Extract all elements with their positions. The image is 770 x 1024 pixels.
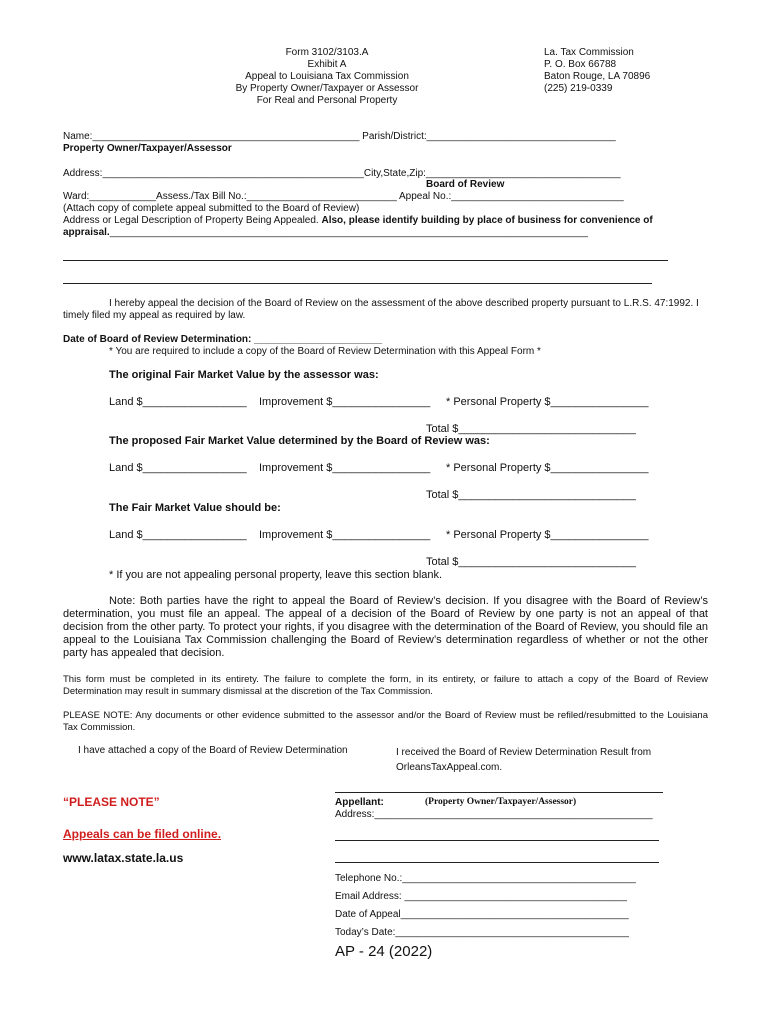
appraisal-blank[interactable]: ______________________________________________________________________________________ xyxy=(109,227,588,238)
address-line: La. Tax Commission xyxy=(544,47,634,58)
appeal-statement: I hereby appeal the decision of the Board of Review on the assessment of the above described property pursuant to L.R.S. 47:1992. I xyxy=(109,298,699,309)
board-of-review-label: Board of Review xyxy=(426,179,505,190)
appellant-sublabel: (Property Owner/Taxpayer/Assessor) xyxy=(425,797,577,807)
attached-copy-statement[interactable]: I have attached a copy of the Board of Review Determination xyxy=(78,745,348,756)
appellant-label: Appellant: xyxy=(335,797,384,808)
proposed-personal-field[interactable]: * Personal Property $________________ xyxy=(446,462,649,474)
address-blank-line[interactable] xyxy=(335,862,659,863)
original-improvement-field[interactable]: Improvement $________________ xyxy=(259,396,431,408)
original-land-field[interactable]: Land $_________________ xyxy=(109,396,247,408)
please-note-paragraph: PLEASE NOTE: Any documents or other evidence submitted to the assessor and/or the Board of Review must be refiled/resubmitted to the Louisiana Tax Commission. xyxy=(63,710,708,733)
determination-date-field[interactable]: Date of Board of Review Determination: _______________________ xyxy=(63,334,383,345)
original-personal-field[interactable]: * Personal Property $________________ xyxy=(446,396,649,408)
description-bold: Also, please identify building by place of business for convenience of xyxy=(321,215,653,226)
original-total-field[interactable]: Total $_____________________________ xyxy=(426,423,636,435)
appraisal-label: appraisal. xyxy=(63,227,110,238)
received-result-statement[interactable] xyxy=(396,745,651,775)
form-header-line: Form 3102/3103.A xyxy=(285,47,369,58)
property-description-line2[interactable] xyxy=(63,227,588,239)
completion-paragraph: This form must be completed in its entirety. The failure to complete the form, in its entirety, or failure to attach a copy of the Board of Review Determination may result in summary dismissal at the discretion of the Tax Commission. xyxy=(63,674,708,697)
proposed-total-field[interactable]: Total $_____________________________ xyxy=(426,489,636,501)
personal-property-note: * If you are not appealing personal property, leave this section blank. xyxy=(109,569,443,581)
commission-address xyxy=(544,47,650,95)
appeal-statement-cont: timely filed my appeal as required by law. xyxy=(63,310,246,321)
should-total-field[interactable]: Total $_____________________________ xyxy=(426,556,636,568)
email-field[interactable]: Email Address: ________________________________________ xyxy=(335,891,627,902)
website-link[interactable]: www.latax.state.la.us xyxy=(63,851,184,865)
attach-note: (Attach copy of complete appeal submitted to the Board of Review) xyxy=(63,203,360,214)
received-line: I received the Board of Review Determination Result from xyxy=(396,747,652,758)
form-code: AP - 24 (2022) xyxy=(335,943,433,960)
owner-label: Property Owner/Taxpayer/Assessor xyxy=(63,143,232,154)
address-field[interactable]: Address:_______________________________________________City,State,Zip:___________________________________ xyxy=(63,168,621,179)
proposed-land-field[interactable]: Land $_________________ xyxy=(109,462,247,474)
address-line: Baton Rouge, LA 70896 xyxy=(544,71,651,82)
form-header-line: Appeal to Louisiana Tax Commission xyxy=(245,71,409,82)
received-line: OrleansTaxAppeal.com. xyxy=(396,762,503,773)
property-description-label xyxy=(63,215,653,227)
should-personal-field[interactable]: * Personal Property $________________ xyxy=(446,529,649,541)
address-line: P. O. Box 66788 xyxy=(544,59,617,70)
description-text: Address or Legal Description of Property Being Appealed. xyxy=(63,215,322,226)
appellant-address-field[interactable]: Address:__________________________________________________ xyxy=(335,809,653,820)
determination-note: * You are required to include a copy of the Board of Review Determination with this Appeal Form * xyxy=(109,346,541,357)
original-value-title: The original Fair Market Value by the assessor was: xyxy=(109,369,379,381)
name-field[interactable]: Name:________________________________________________ Parish/District:__________________________________ xyxy=(63,131,616,142)
proposed-value-title: The proposed Fair Market Value determined by the Board of Review was: xyxy=(109,435,490,447)
description-blank-line[interactable] xyxy=(63,283,652,284)
should-value-title: The Fair Market Value should be: xyxy=(109,502,281,514)
description-blank-line[interactable] xyxy=(63,260,668,261)
address-line: (225) 219-0339 xyxy=(544,83,613,94)
telephone-field[interactable]: Telephone No.:__________________________________________ xyxy=(335,873,636,884)
note-paragraph: Note: Both parties have the right to appeal the Board of Review’s decision. If you disagree with the Board of Review’s determination, you must file an appeal. The appeal of a decision of the Board of Review by one party is not an appeal of that decision from the other party. To protect your rights, if you disagree with the determination of the Board of Review, you should file an appeal to the Louisiana Tax Commission challenging the Board of Review’s determination regardless of whether or not the other party has appealed that decision. xyxy=(63,595,708,659)
address-blank-line[interactable] xyxy=(335,840,659,841)
todays-date-field[interactable]: Today’s Date:__________________________________________ xyxy=(335,927,629,938)
please-note-heading: “PLEASE NOTE” xyxy=(63,795,160,809)
should-land-field[interactable]: Land $_________________ xyxy=(109,529,247,541)
form-header-line: For Real and Personal Property xyxy=(256,95,398,106)
form-header-line: Exhibit A xyxy=(307,59,347,70)
form-header-line: By Property Owner/Taxpayer or Assessor xyxy=(235,83,419,94)
should-improvement-field[interactable]: Improvement $________________ xyxy=(259,529,431,541)
date-of-appeal-field[interactable]: Date of Appeal_________________________________________ xyxy=(335,909,629,920)
signature-line[interactable] xyxy=(335,792,663,793)
ward-field[interactable]: Ward:____________Assess./Tax Bill No.:___________________________ Appeal No.:_______________________________ xyxy=(63,191,624,202)
proposed-improvement-field[interactable]: Improvement $________________ xyxy=(259,462,431,474)
file-online-notice: Appeals can be filed online. xyxy=(63,827,222,841)
form-header xyxy=(222,47,432,107)
